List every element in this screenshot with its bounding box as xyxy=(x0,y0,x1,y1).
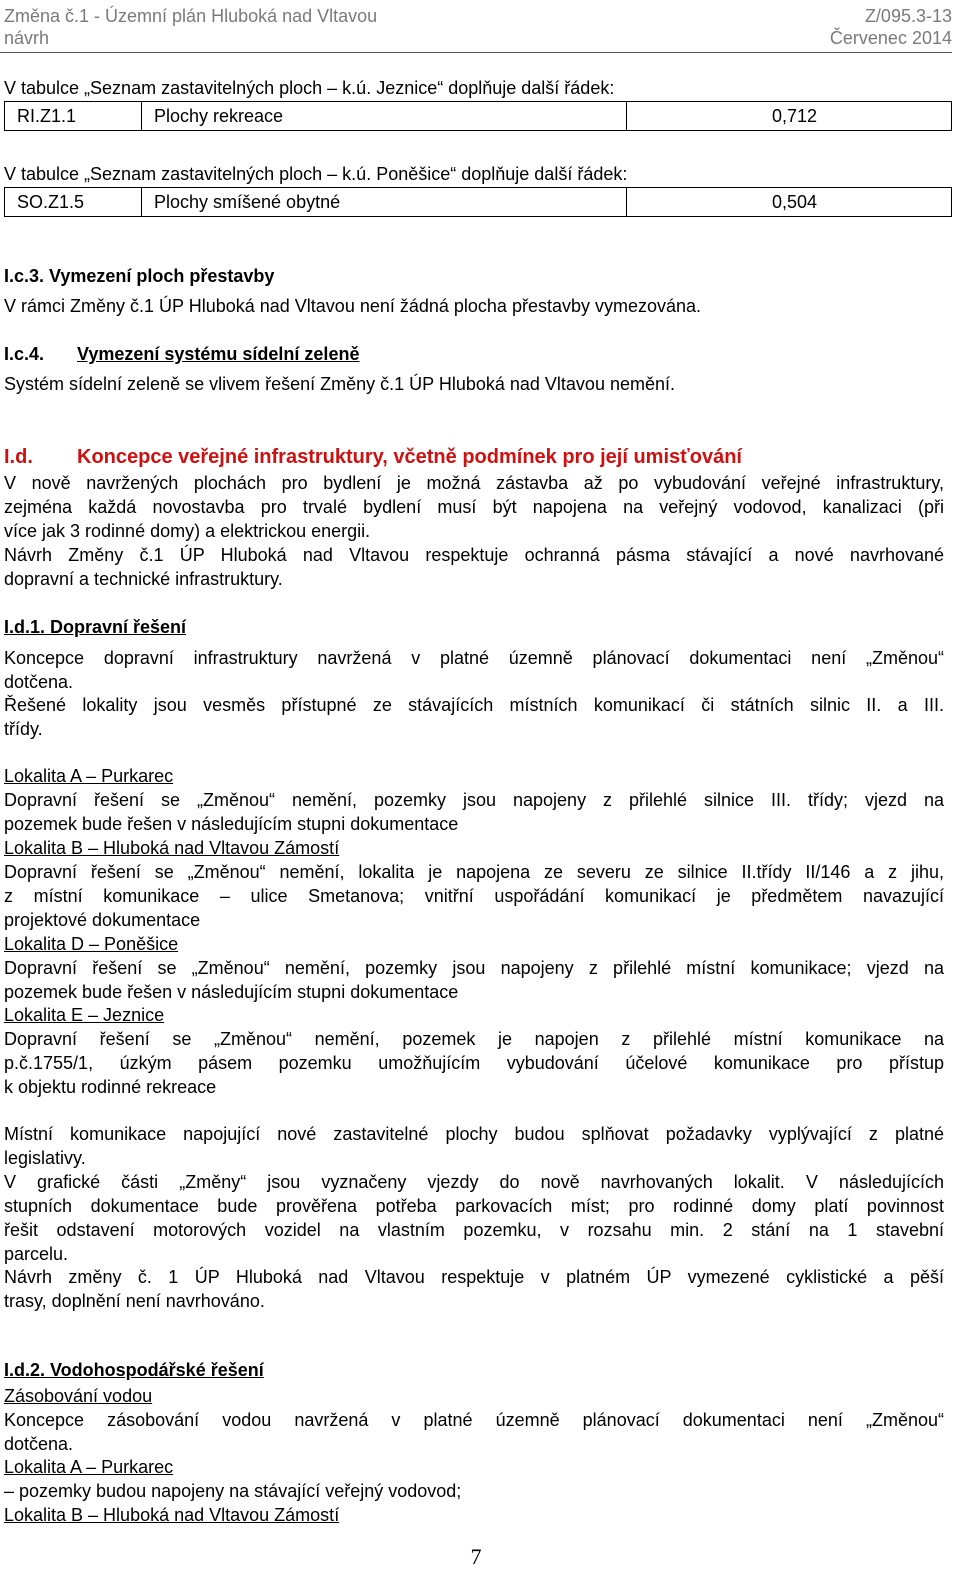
section-c4-text: Systém sídelní zeleně se vlivem řešení Změny č.1 ÚP Hluboká nad Vltavou nemění. xyxy=(4,374,675,394)
text-line: Místní komunikace napojující nové zastavitelné plochy budou splňovat požadavky vyplývající z platné xyxy=(4,1124,944,1144)
text-line: Dopravní řešení se „Změnou“ nemění, pozemek je napojen z přilehlé místní komunikace na xyxy=(4,1029,944,1049)
page-number: 7 xyxy=(470,1544,482,1569)
table-row xyxy=(5,102,952,131)
locality-e-title: Lokalita E – Jeznice xyxy=(4,1005,165,1025)
text-line: Řešené lokality jsou vesměs přístupné ze stávajících místních komunikací či státních silnic II. a III. xyxy=(4,695,944,715)
text-line: zejména každá novostavba pro trvalé bydlení musí být napojena na veřejný vodovod, kanalizaci (při xyxy=(4,497,944,517)
d2-locality-a-title: Lokalita A – Purkarec xyxy=(4,1457,174,1477)
section-d1-paragraph-3 xyxy=(4,1122,944,1170)
text-line: V grafické části „Změny“ jsou vyznačeny vjezdy do nově navrhovaných lokalit. V následujících xyxy=(4,1172,944,1192)
section-d-number: I.d. xyxy=(4,446,33,468)
header-divider xyxy=(0,52,952,53)
section-c3-text: V rámci Změny č.1 ÚP Hluboká nad Vltavou není žádná plocha přestavby vymezována. xyxy=(4,296,702,316)
plot-area: 0,504 xyxy=(627,188,952,217)
section-c3-heading: I.c.3. Vymezení ploch přestavby xyxy=(4,266,275,286)
locality-a-title: Lokalita A – Purkarec xyxy=(4,766,174,786)
text-line: dopravní a technické infrastruktury. xyxy=(4,569,283,589)
header-title: Změna č.1 - Územní plán Hluboká nad Vltavou xyxy=(4,6,378,26)
text-line: Koncepce dopravní infrastruktury navržená v platné územně plánovací dokumentaci není „Změnou“ xyxy=(4,648,944,668)
section-d-paragraph-1 xyxy=(4,471,944,543)
text-line: stupních dokumentace bude prověřena potřeba parkovacích míst; pro rodinné domy platí povinnost xyxy=(4,1196,944,1216)
locality-e-text xyxy=(4,1027,944,1099)
plot-code: RI.Z1.1 xyxy=(5,102,142,131)
section-d2-paragraph-1 xyxy=(4,1408,944,1456)
section-c4-heading: Vymezení systému sídelní zeleně xyxy=(77,344,360,364)
text-line: parcelu. xyxy=(4,1244,69,1264)
text-line: řešit odstavení motorových vozidel na vlastním pozemku, v rozsahu min. 2 stání na 1 stavební xyxy=(4,1220,944,1240)
locality-b-text xyxy=(4,860,944,932)
locality-d-title: Lokalita D – Poněšice xyxy=(4,934,179,954)
section-d1-heading: I.d.1. Dopravní řešení xyxy=(4,617,187,637)
text-line: dotčena. xyxy=(4,1434,74,1454)
header-date: Červenec 2014 xyxy=(829,28,952,48)
section-d1-paragraph-2 xyxy=(4,693,944,741)
section-c4-number: I.c.4. xyxy=(4,344,45,364)
table-ponesice xyxy=(4,187,952,217)
plot-area: 0,712 xyxy=(627,102,952,131)
section-d-paragraph-2 xyxy=(4,543,944,591)
text-line: trasy, doplnění není navrhováno. xyxy=(4,1291,265,1311)
text-line: pozemek bude řešen v následujícím stupni dokumentace xyxy=(4,814,459,834)
plot-type: Plochy smíšené obytné xyxy=(142,188,627,217)
text-line: více jak 3 rodinné domy) a elektrickou energii. xyxy=(4,521,371,541)
text-line: Návrh Změny č.1 ÚP Hluboká nad Vltavou respektuje ochranná pásma stávající a nové navrhované xyxy=(4,545,944,565)
locality-b-title: Lokalita B – Hluboká nad Vltavou Zámostí xyxy=(4,838,340,858)
section-d2-heading: I.d.2. Vodohospodářské řešení xyxy=(4,1360,264,1380)
text-line: legislativy. xyxy=(4,1148,86,1168)
text-line: k objektu rodinné rekreace xyxy=(4,1077,217,1097)
text-line: Návrh změny č. 1 ÚP Hluboká nad Vltavou respektuje v platném ÚP vymezené cyklistické a pěší xyxy=(4,1267,944,1287)
text-line: z místní komunikace – ulice Smetanova; vnitřní uspořádání komunikací je předmětem navazující xyxy=(4,886,944,906)
text-line: Koncepce zásobování vodou navržená v platné územně plánovací dokumentaci není „Změnou“ xyxy=(4,1410,944,1430)
text-line: pozemek bude řešen v následujícím stupni dokumentace xyxy=(4,982,459,1002)
plot-type: Plochy rekreace xyxy=(142,102,627,131)
section-d-heading: Koncepce veřejné infrastruktury, včetně podmínek pro její umisťování xyxy=(77,446,742,468)
locality-d-text xyxy=(4,956,944,1004)
table-row xyxy=(5,188,952,217)
section-d2-subheading: Zásobování vodou xyxy=(4,1386,153,1406)
section-d1-paragraph-1 xyxy=(4,646,944,694)
d2-locality-b-title: Lokalita B – Hluboká nad Vltavou Zámostí xyxy=(4,1505,340,1525)
text-line: V nově navržených plochách pro bydlení je možná zástavba až po vybudování veřejné infrastruktury, xyxy=(4,473,944,493)
text-line: Dopravní řešení se „Změnou“ nemění, pozemky jsou napojeny z přilehlé silnice III. třídy; vjezd na xyxy=(4,790,944,810)
text-line: třídy. xyxy=(4,719,43,739)
text-line: projektové dokumentace xyxy=(4,910,201,930)
text-line: dotčena. xyxy=(4,672,74,692)
section-d1-paragraph-4 xyxy=(4,1170,944,1266)
header-subtitle: návrh xyxy=(4,28,50,48)
text-line: Dopravní řešení se „Změnou“ nemění, pozemky jsou napojeny z přilehlé místní komunikace; vjezd na xyxy=(4,958,944,978)
text-line: p.č.1755/1, úzkým pásem pozemku umožňujícím vybudování účelové komunikace pro přístup xyxy=(4,1053,944,1073)
section-d1-paragraph-5 xyxy=(4,1265,944,1313)
text-line: Dopravní řešení se „Změnou“ nemění, lokalita je napojena ze severu ze silnice II.třídy II/146 a z jihu, xyxy=(4,862,944,882)
plot-code: SO.Z1.5 xyxy=(5,188,142,217)
header-doc-id: Z/095.3-13 xyxy=(864,6,952,26)
table-ponesice-intro: V tabulce „Seznam zastavitelných ploch – k.ú. Poněšice“ doplňuje další řádek: xyxy=(4,164,628,184)
d2-locality-a-text: – pozemky budou napojeny na stávající veřejný vodovod; xyxy=(4,1481,462,1501)
locality-a-text xyxy=(4,788,944,836)
table-jeznice xyxy=(4,101,952,131)
table-jeznice-intro: V tabulce „Seznam zastavitelných ploch – k.ú. Jeznice“ doplňuje další řádek: xyxy=(4,78,615,98)
